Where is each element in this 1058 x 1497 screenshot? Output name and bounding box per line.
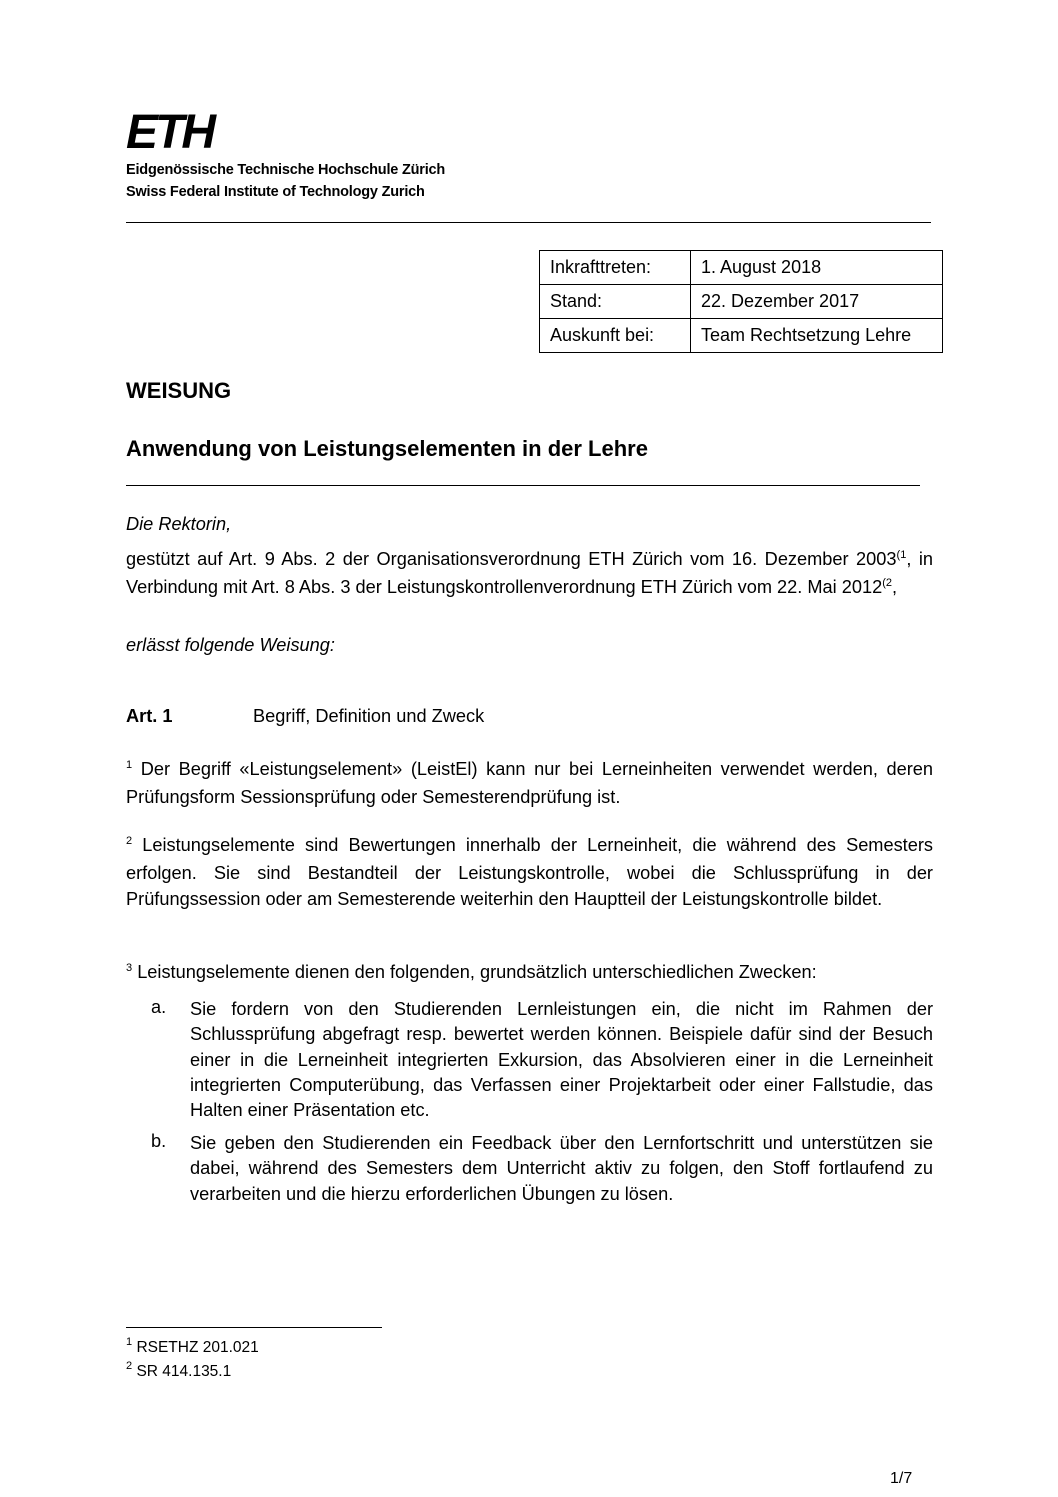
meta-row bbox=[540, 251, 943, 285]
header-divider bbox=[126, 222, 931, 223]
article-title: Begriff, Definition und Zweck bbox=[253, 706, 485, 726]
footnote-text: RSETHZ 201.021 bbox=[136, 1339, 259, 1356]
logo-text: ETH bbox=[126, 110, 213, 152]
doc-title: Anwendung von Leistungselementen in der Lehre bbox=[126, 436, 648, 461]
meta-value: 22. Dezember 2017 bbox=[691, 285, 943, 319]
meta-row bbox=[540, 285, 943, 319]
doc-type: WEISUNG bbox=[126, 378, 232, 403]
paragraph-1 bbox=[126, 757, 933, 811]
basis-text-1: gestützt auf Art. 9 Abs. 2 der Organisationsverordnung ETH Zürich vom 16. Dezember 2003 bbox=[126, 549, 897, 569]
meta-row bbox=[540, 319, 943, 353]
meta-value: 1. August 2018 bbox=[691, 251, 943, 285]
paragraph-number: 3 bbox=[126, 962, 133, 974]
preamble-issuer: Die Rektorin, bbox=[126, 514, 232, 534]
footnote-divider bbox=[126, 1327, 382, 1328]
paragraph-2 bbox=[126, 833, 933, 912]
meta-table bbox=[539, 250, 943, 353]
basis-text-3: , bbox=[891, 577, 898, 598]
paragraph-number: 1 bbox=[126, 759, 133, 771]
list-item-text: Sie geben den Studierenden ein Feedback über den Lernfortschritt und unterstützen sie dabei, während des Semesters dem Unterricht aktiv zu folgen, den Stoff fortlaufend zu verarbeiten und die hierzu erforderlichen Übungen zu lösen. bbox=[190, 1133, 933, 1204]
eth-logo bbox=[126, 110, 228, 152]
footnote-number: 1 bbox=[126, 1336, 133, 1348]
article-number: Art. 1 bbox=[126, 706, 173, 726]
paragraph-text: Leistungselemente dienen den folgenden, grundsätzlich unterschiedlichen Zwecken: bbox=[137, 962, 817, 982]
org-name-en: Swiss Federal Institute of Technology Zurich bbox=[126, 184, 425, 200]
page-number: 1/7 bbox=[890, 1470, 913, 1487]
footnote-number: 2 bbox=[126, 1360, 133, 1372]
footnote-ref-1: (1 bbox=[896, 549, 907, 561]
paragraph-3 bbox=[126, 960, 933, 988]
paragraph-text: Der Begriff «Leistungselement» (LeistEl) kann nur bei Lerneinheiten verwendet werden, deren Prüfungsform Sessionsprüfung oder Semesterendprüfung ist. bbox=[126, 759, 933, 808]
meta-label: Stand: bbox=[540, 285, 691, 319]
list-item-letter: b. bbox=[151, 1131, 167, 1151]
footnote-ref-2: (2 bbox=[882, 577, 892, 590]
paragraph-number: 2 bbox=[126, 835, 133, 847]
list-item-letter: a. bbox=[151, 997, 167, 1017]
footnote-text: SR 414.135.1 bbox=[136, 1363, 232, 1380]
org-name-de: Eidgenössische Technische Hochschule Zürich bbox=[126, 162, 446, 178]
meta-value: Team Rechtsetzung Lehre bbox=[691, 319, 943, 353]
meta-label: Inkrafttreten: bbox=[540, 251, 691, 285]
paragraph-text: Leistungselemente sind Bewertungen innerhalb der Lerneinheit, die während des Semesters erfolgen. Sie sind Bestandteil der Leistungskontrolle, wobei die Schlussprüfung in der Prüfungssession oder am Semesterende weiterhin den Hauptteil der Leistungskontrolle bildet. bbox=[126, 835, 933, 909]
footnote bbox=[126, 1360, 232, 1381]
meta-label: Auskunft bei: bbox=[540, 319, 691, 353]
basis-text-2: , in Verbindung mit Art. 8 Abs. 3 der Leistungskontrollenverordnung ETH Zürich vom 22. Mai 2012 bbox=[126, 549, 933, 598]
footnote bbox=[126, 1336, 259, 1357]
title-divider bbox=[126, 485, 920, 486]
preamble-enacts: erlässt folgende Weisung: bbox=[126, 635, 335, 655]
preamble-basis bbox=[126, 547, 933, 604]
list-item-text: Sie fordern von den Studierenden Lernleistungen ein, die nicht im Rahmen der Schlussprüfung abgefragt resp. bewertet werden können. Beispiele dafür sind der Besuch einer in die Lerneinheit integrierten Exkursion, das Absolvieren einer in die Lerneinheit integrierten Computerübung, das Verfassen einer Projektarbeit oder einer Fallstudie, das Halten einer Präsentation etc. bbox=[190, 999, 933, 1121]
